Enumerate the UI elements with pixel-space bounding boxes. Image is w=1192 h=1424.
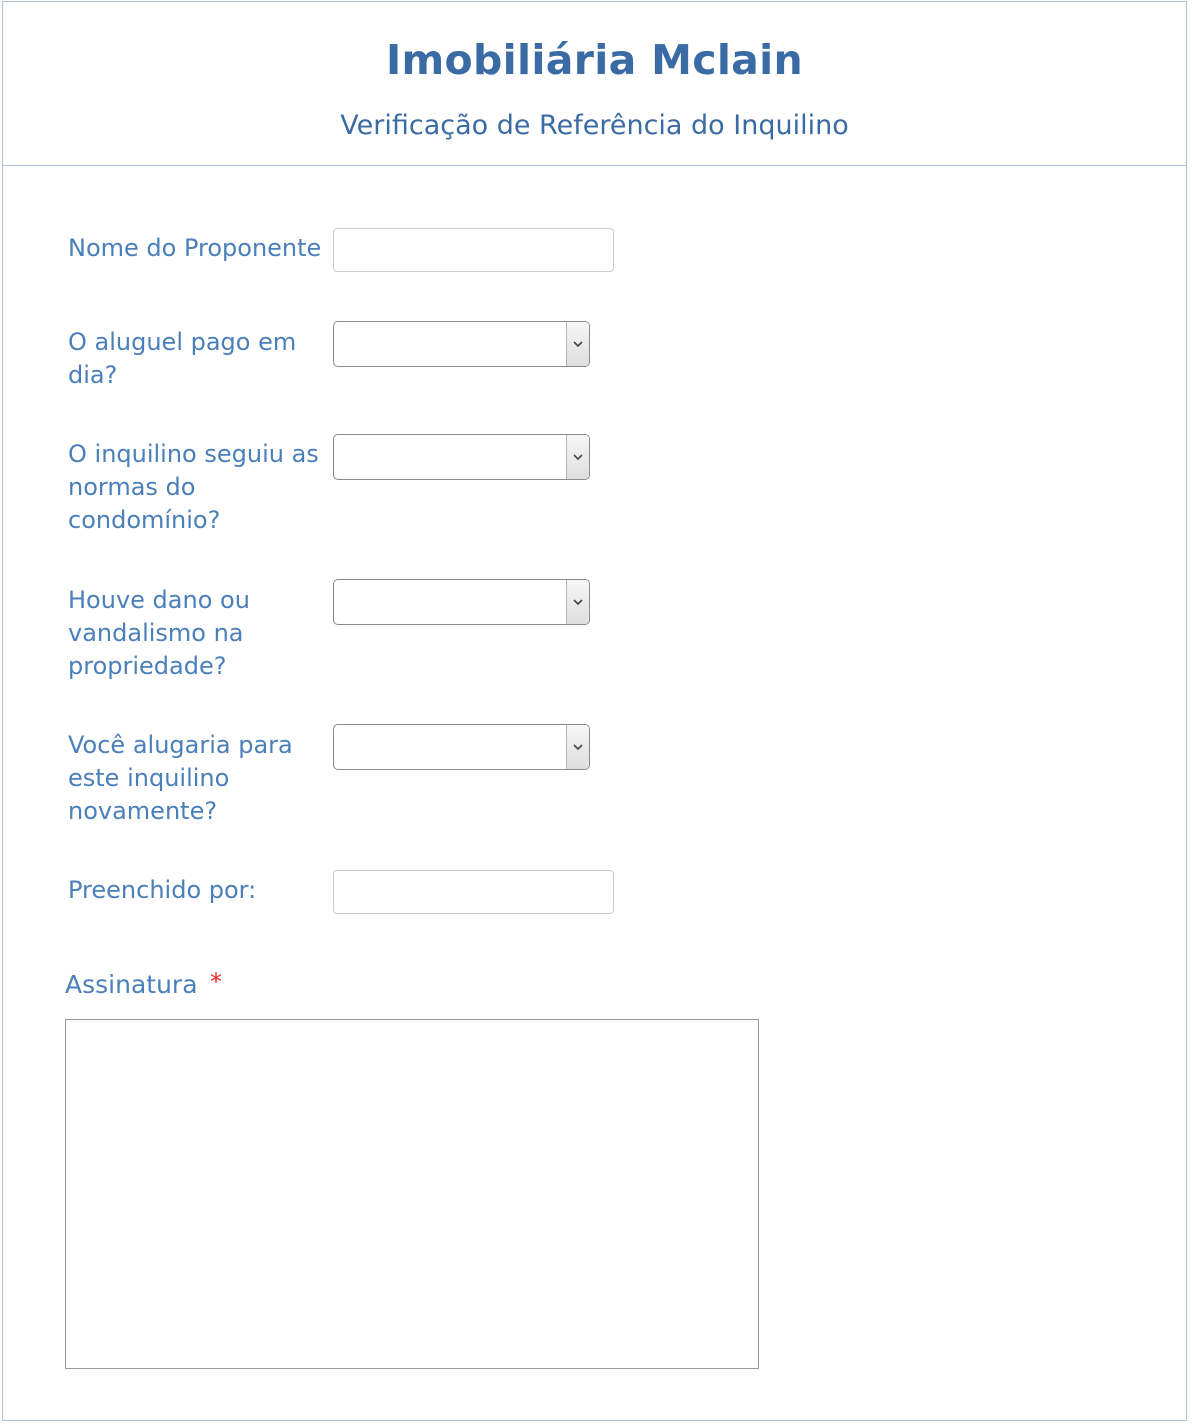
signature-pad[interactable] xyxy=(65,1019,759,1369)
property-damage-select[interactable] xyxy=(333,579,590,625)
rent-on-time-label: O aluguel pago em dia? xyxy=(68,328,297,389)
form-header xyxy=(3,2,1186,166)
form-title: Imobiliária Mclain xyxy=(385,36,803,84)
followed-rules-label: O inquilino seguiu as normas do condomínio? xyxy=(68,440,319,534)
chevron-down-icon xyxy=(572,453,584,461)
rent-again-select[interactable] xyxy=(333,724,590,770)
property-damage-dropdown-button[interactable] xyxy=(566,580,589,624)
form-subtitle: Verificação de Referência do Inquilino xyxy=(340,110,849,141)
chevron-down-icon xyxy=(572,743,584,751)
filled-by-label: Preenchido por: xyxy=(68,876,257,904)
signature-label: Assinatura xyxy=(65,970,198,999)
rent-on-time-dropdown-button[interactable] xyxy=(566,322,589,366)
rent-again-label: Você alugaria para este inquilino novamente? xyxy=(68,731,293,825)
property-damage-label: Houve dano ou vandalismo na propriedade? xyxy=(68,586,250,680)
chevron-down-icon xyxy=(572,340,584,348)
applicant-name-input[interactable] xyxy=(333,228,614,272)
followed-rules-select[interactable] xyxy=(333,434,590,480)
rent-on-time-select[interactable] xyxy=(333,321,590,367)
chevron-down-icon xyxy=(572,598,584,606)
filled-by-input[interactable] xyxy=(333,870,614,914)
applicant-name-label: Nome do Proponente xyxy=(68,234,322,262)
rent-again-dropdown-button[interactable] xyxy=(566,725,589,769)
followed-rules-dropdown-button[interactable] xyxy=(566,435,589,479)
required-indicator: * xyxy=(210,968,222,996)
